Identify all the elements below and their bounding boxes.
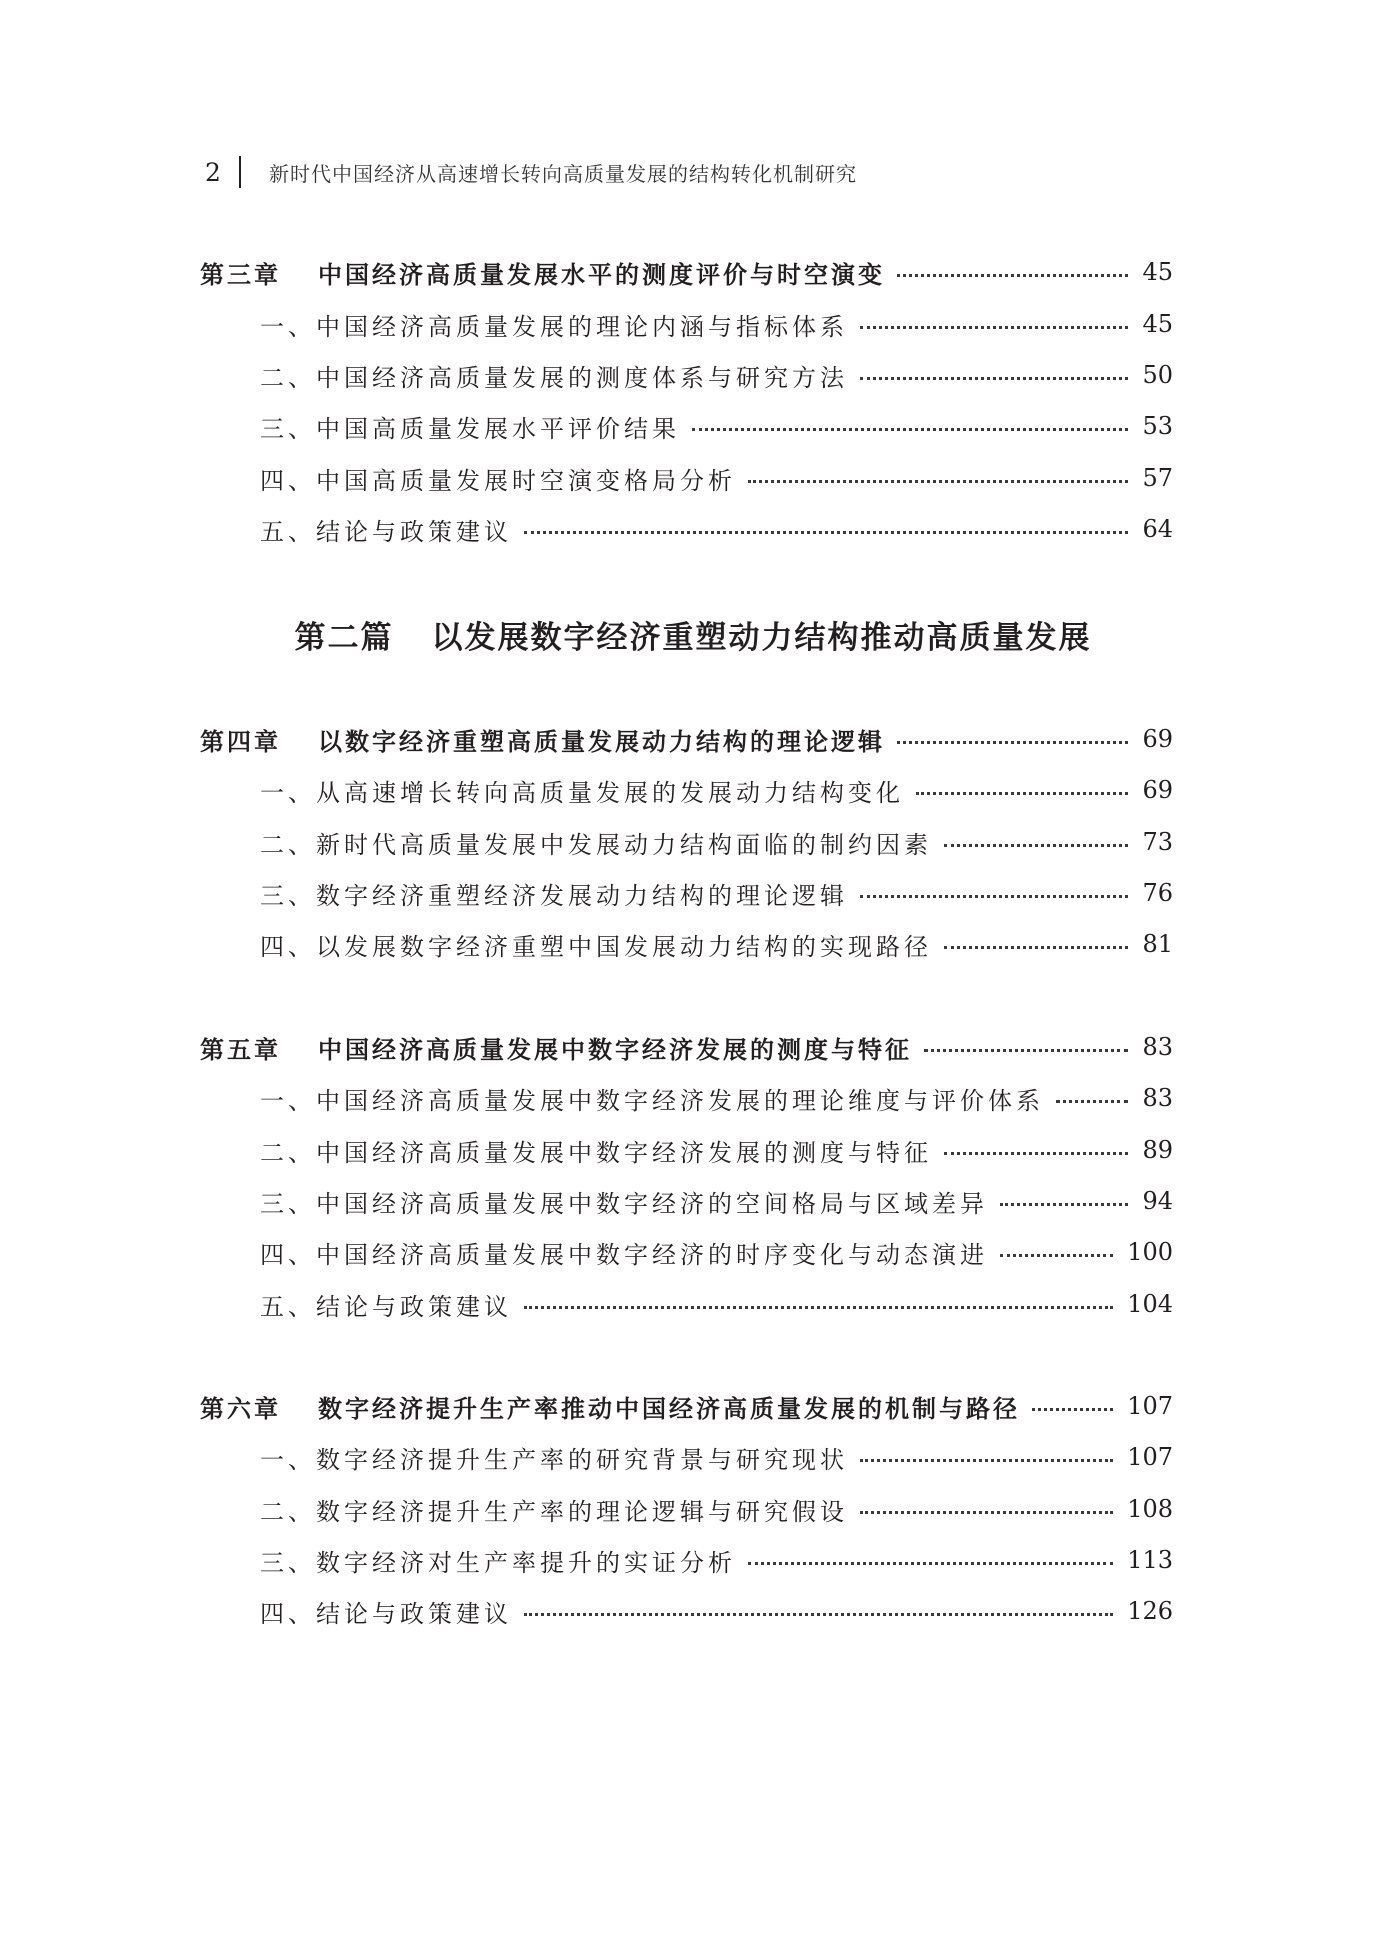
chapter-title: 数字经济提升生产率推动中国经济高质量发展的机制与路径 [318, 1394, 1020, 1423]
dot-leader [924, 1049, 1128, 1052]
running-head [205, 152, 857, 192]
toc-section[interactable] [260, 1284, 1173, 1324]
dot-leader [944, 1152, 1128, 1155]
section-label: 三、中国经济高质量发展中数字经济的空间格局与区域差异 [260, 1189, 988, 1218]
dot-leader [692, 428, 1128, 431]
dot-leader [748, 1562, 1113, 1565]
section-label: 五、结论与政策建议 [260, 517, 512, 546]
chapter-number: 第四章 [200, 727, 281, 756]
section-label: 二、数字经济提升生产率的理论逻辑与研究假设 [260, 1497, 848, 1526]
dot-leader [1032, 1408, 1113, 1411]
section-label: 四、中国经济高质量发展中数字经济的时序变化与动态演进 [260, 1240, 988, 1269]
dot-leader [860, 895, 1128, 898]
toc-chapter[interactable] [200, 252, 1173, 292]
dot-leader [944, 946, 1128, 949]
toc-section[interactable] [260, 304, 1173, 344]
section-page: 113 [1127, 1546, 1173, 1574]
chapter-title: 以数字经济重塑高质量发展动力结构的理论逻辑 [318, 727, 885, 756]
section-page: 107 [1127, 1443, 1173, 1471]
section-page: 89 [1142, 1136, 1173, 1164]
dot-leader [897, 274, 1128, 277]
section-page: 81 [1142, 930, 1173, 958]
section-label: 三、数字经济重塑经济发展动力结构的理论逻辑 [260, 881, 848, 910]
section-label: 三、中国高质量发展水平评价结果 [260, 414, 680, 443]
section-page: 108 [1127, 1495, 1173, 1523]
section-page: 50 [1142, 361, 1173, 389]
toc-section[interactable] [260, 924, 1173, 964]
dot-leader [860, 1511, 1113, 1514]
part-title: 以发展数字经济重塑动力结构推动高质量发展 [431, 620, 1092, 656]
toc-section[interactable] [260, 770, 1173, 810]
toc-section[interactable] [260, 1437, 1173, 1477]
section-page: 57 [1142, 464, 1173, 492]
dot-leader [748, 480, 1128, 483]
toc-section[interactable] [260, 355, 1173, 395]
toc-section[interactable] [260, 509, 1173, 549]
toc-section[interactable] [260, 1591, 1173, 1631]
dot-leader [860, 1459, 1113, 1462]
dot-leader [1056, 1100, 1128, 1103]
chapter-page: 45 [1142, 258, 1173, 286]
toc-section[interactable] [260, 1232, 1173, 1272]
section-page: 76 [1142, 879, 1173, 907]
part-number: 第二篇 [294, 620, 394, 656]
book-title: 新时代中国经济从高速增长转向高质量发展的结构转化机制研究 [269, 161, 857, 186]
section-page: 73 [1142, 828, 1173, 856]
toc-section[interactable] [260, 1181, 1173, 1221]
section-label: 五、结论与政策建议 [260, 1292, 512, 1321]
chapter-page: 107 [1127, 1392, 1173, 1420]
section-label: 三、数字经济对生产率提升的实证分析 [260, 1548, 736, 1577]
chapter-page: 69 [1142, 725, 1173, 753]
section-page: 45 [1142, 310, 1173, 338]
dot-leader [524, 1613, 1113, 1616]
section-label: 一、从高速增长转向高质量发展的发展动力结构变化 [260, 778, 904, 807]
dot-leader [860, 377, 1128, 380]
section-label: 四、中国高质量发展时空演变格局分析 [260, 466, 736, 495]
part-heading [0, 612, 1386, 657]
toc-chapter[interactable] [200, 1386, 1173, 1426]
dot-leader [1000, 1203, 1128, 1206]
section-label: 一、中国经济高质量发展的理论内涵与指标体系 [260, 312, 848, 341]
header-divider [239, 156, 241, 188]
section-label: 一、中国经济高质量发展中数字经济发展的理论维度与评价体系 [260, 1086, 1044, 1115]
toc-chapter[interactable] [200, 719, 1173, 759]
dot-leader [897, 741, 1128, 744]
chapter-title: 中国经济高质量发展中数字经济发展的测度与特征 [318, 1035, 912, 1064]
toc-chapter[interactable] [200, 1027, 1173, 1067]
section-page: 69 [1142, 776, 1173, 804]
section-page: 53 [1142, 412, 1173, 440]
section-page: 83 [1142, 1084, 1173, 1112]
toc-section[interactable] [260, 822, 1173, 862]
section-page: 94 [1142, 1187, 1173, 1215]
section-page: 64 [1142, 515, 1173, 543]
section-page: 100 [1127, 1238, 1173, 1266]
dot-leader [944, 844, 1128, 847]
dot-leader [524, 531, 1128, 534]
section-page: 126 [1127, 1597, 1173, 1625]
chapter-title: 中国经济高质量发展水平的测度评价与时空演变 [318, 260, 885, 289]
section-label: 四、以发展数字经济重塑中国发展动力结构的实现路径 [260, 932, 932, 961]
dot-leader [860, 326, 1128, 329]
section-label: 二、中国经济高质量发展中数字经济发展的测度与特征 [260, 1138, 932, 1167]
section-label: 一、数字经济提升生产率的研究背景与研究现状 [260, 1445, 848, 1474]
toc-section[interactable] [260, 873, 1173, 913]
toc-section[interactable] [260, 406, 1173, 446]
toc-section[interactable] [260, 1540, 1173, 1580]
dot-leader [524, 1306, 1113, 1309]
chapter-number: 第五章 [200, 1035, 281, 1064]
toc-section[interactable] [260, 1078, 1173, 1118]
section-label: 二、中国经济高质量发展的测度体系与研究方法 [260, 363, 848, 392]
toc-section[interactable] [260, 1130, 1173, 1170]
dot-leader [916, 792, 1128, 795]
toc-section[interactable] [260, 458, 1173, 498]
section-page: 104 [1127, 1290, 1173, 1318]
chapter-number: 第六章 [200, 1394, 281, 1423]
section-label: 二、新时代高质量发展中发展动力结构面临的制约因素 [260, 830, 932, 859]
toc-section[interactable] [260, 1489, 1173, 1529]
chapter-page: 83 [1142, 1033, 1173, 1061]
dot-leader [1000, 1254, 1113, 1257]
chapter-number: 第三章 [200, 260, 281, 289]
section-label: 四、结论与政策建议 [260, 1599, 512, 1628]
page-number: 2 [205, 157, 221, 187]
